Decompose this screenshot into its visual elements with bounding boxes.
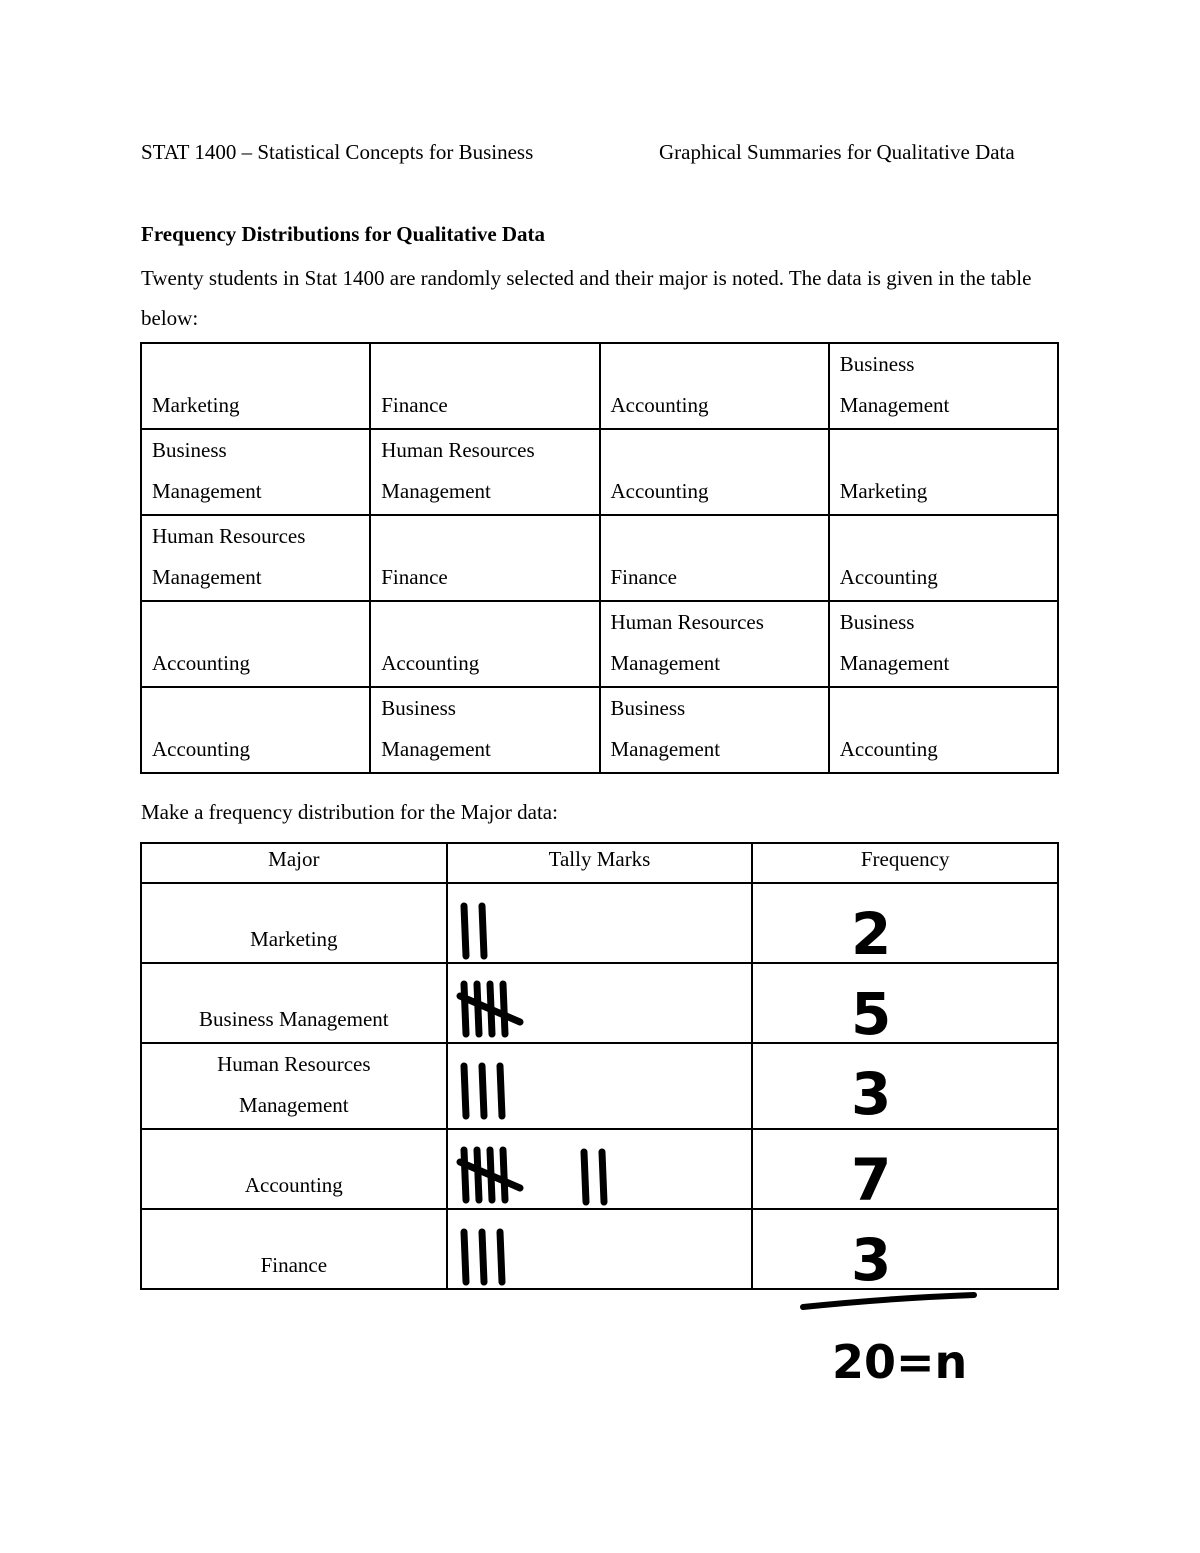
frequency-handwriting [753,1130,1053,1214]
frequency-cell [752,883,1058,968]
tally-stroke [477,984,479,1034]
frequency-handwriting [753,964,1053,1048]
tally-cell [447,1209,753,1289]
frequency-cell [752,1209,1058,1294]
data-table-cell [829,687,1058,773]
course-header: STAT 1400 – Statistical Concepts for Business [141,140,534,164]
frequency-table-row [141,1129,1058,1209]
data-table-row [141,429,1058,515]
frequency-value: 3 [851,1060,892,1128]
frequency-handwriting [753,1210,1053,1294]
tally-stroke [584,1152,586,1202]
tally-marks [448,884,748,964]
major-label: Accounting [152,737,250,761]
data-table-cell [370,687,599,773]
frequency-value: 3 [851,1226,892,1294]
data-table-cell [370,601,599,687]
frequency-value: 7 [851,1146,892,1214]
tally-stroke [500,1066,502,1116]
frequency-handwriting [753,884,1053,968]
section-title: Frequency Distributions for Qualitative Data [141,222,546,246]
data-table-cell [600,601,829,687]
frequency-table-header-row [141,843,1058,883]
major-label: Business Management [839,610,950,675]
total-annotation: 20=n [832,1335,968,1389]
data-table-cell [829,601,1058,687]
tally-marks [448,964,748,1044]
major-label: Accounting [152,651,250,675]
major-name: Human Resources Management [217,1052,371,1117]
tally-stroke [464,1150,466,1200]
major-cell [141,1129,447,1209]
data-table-cell [600,687,829,773]
frequency-value: 2 [851,900,892,968]
frequency-distribution-table [140,842,1059,1294]
frequency-table-row [141,1043,1058,1129]
topic-header: Graphical Summaries for Qualitative Data [659,140,1015,164]
tally-cell [447,1129,753,1209]
intro-paragraph: Twenty students in Stat 1400 are randomly selected and their major is noted. The data is given in the table below: [141,266,1032,330]
tally-cell [447,883,753,963]
data-table-cell [141,601,370,687]
major-name: Marketing [250,927,338,951]
frequency-cell [752,1043,1058,1129]
tally-stroke [464,906,466,956]
data-table-cell [829,515,1058,601]
major-name: Accounting [244,1173,343,1197]
major-label: Finance [610,565,677,589]
tally-stroke [482,1232,484,1282]
major-label: Business Management [610,696,721,761]
frequency-handwriting [753,1044,1053,1128]
major-cell [141,1209,447,1289]
header-frequency: Frequency [752,843,1058,883]
data-table-row [141,343,1058,429]
major-label: Human Resources Management [610,610,764,675]
data-table-row [141,515,1058,601]
data-table-cell [141,515,370,601]
tally-stroke [464,984,466,1034]
major-label: Accounting [610,479,709,503]
major-label: Finance [381,393,448,417]
data-table-cell [829,343,1058,429]
frequency-table-row [141,963,1058,1043]
major-label: Marketing [152,393,240,417]
major-label: Accounting [381,651,480,675]
header-major: Major [141,843,447,883]
tally-stroke [482,1066,484,1116]
data-table-cell [600,515,829,601]
sum-line [803,1295,974,1307]
frequency-table-row [141,1209,1058,1289]
data-table-cell [370,515,599,601]
data-table-cell [370,429,599,515]
major-label: Business Management [381,696,491,761]
major-label: Business Management [839,352,950,417]
major-cell [141,963,447,1043]
frequency-prompt: Make a frequency distribution for the Major data: [141,800,558,824]
major-name: Business Management [199,1007,389,1031]
major-label: Marketing [839,479,928,503]
major-cell [141,883,447,963]
major-label: Human Resources Management [152,524,306,589]
data-table-cell [370,343,599,429]
tally-stroke [464,1232,466,1282]
data-table-row [141,687,1058,773]
major-label: Human Resources Management [381,438,535,503]
tally-stroke [464,1066,466,1116]
data-table-cell [141,687,370,773]
tally-cell [447,1043,753,1129]
data-table-cell [600,343,829,429]
tally-stroke [482,906,484,956]
tally-marks [448,1130,748,1210]
major-label: Finance [381,565,448,589]
major-name: Finance [260,1253,328,1277]
data-table-cell [141,343,370,429]
major-label: Business Management [152,438,262,503]
tally-marks [448,1210,748,1290]
data-table-cell [600,429,829,515]
frequency-cell [752,1129,1058,1214]
tally-stroke [500,1232,502,1282]
header-tally-marks: Tally Marks [447,843,753,883]
tally-stroke [477,1150,479,1200]
major-label: Accounting [610,393,709,417]
tally-stroke [503,984,505,1034]
data-table-cell [829,429,1058,515]
major-label: Accounting [839,737,938,761]
tally-cell [447,963,753,1043]
tally-stroke [503,1150,505,1200]
frequency-value: 5 [851,980,892,1048]
major-data-table [140,342,1059,774]
data-table-row [141,601,1058,687]
major-cell [141,1043,447,1129]
data-table-cell [141,429,370,515]
frequency-cell [752,963,1058,1048]
tally-marks [448,1044,748,1124]
tally-stroke [602,1152,604,1202]
major-label: Accounting [839,565,938,589]
frequency-table-row [141,883,1058,963]
